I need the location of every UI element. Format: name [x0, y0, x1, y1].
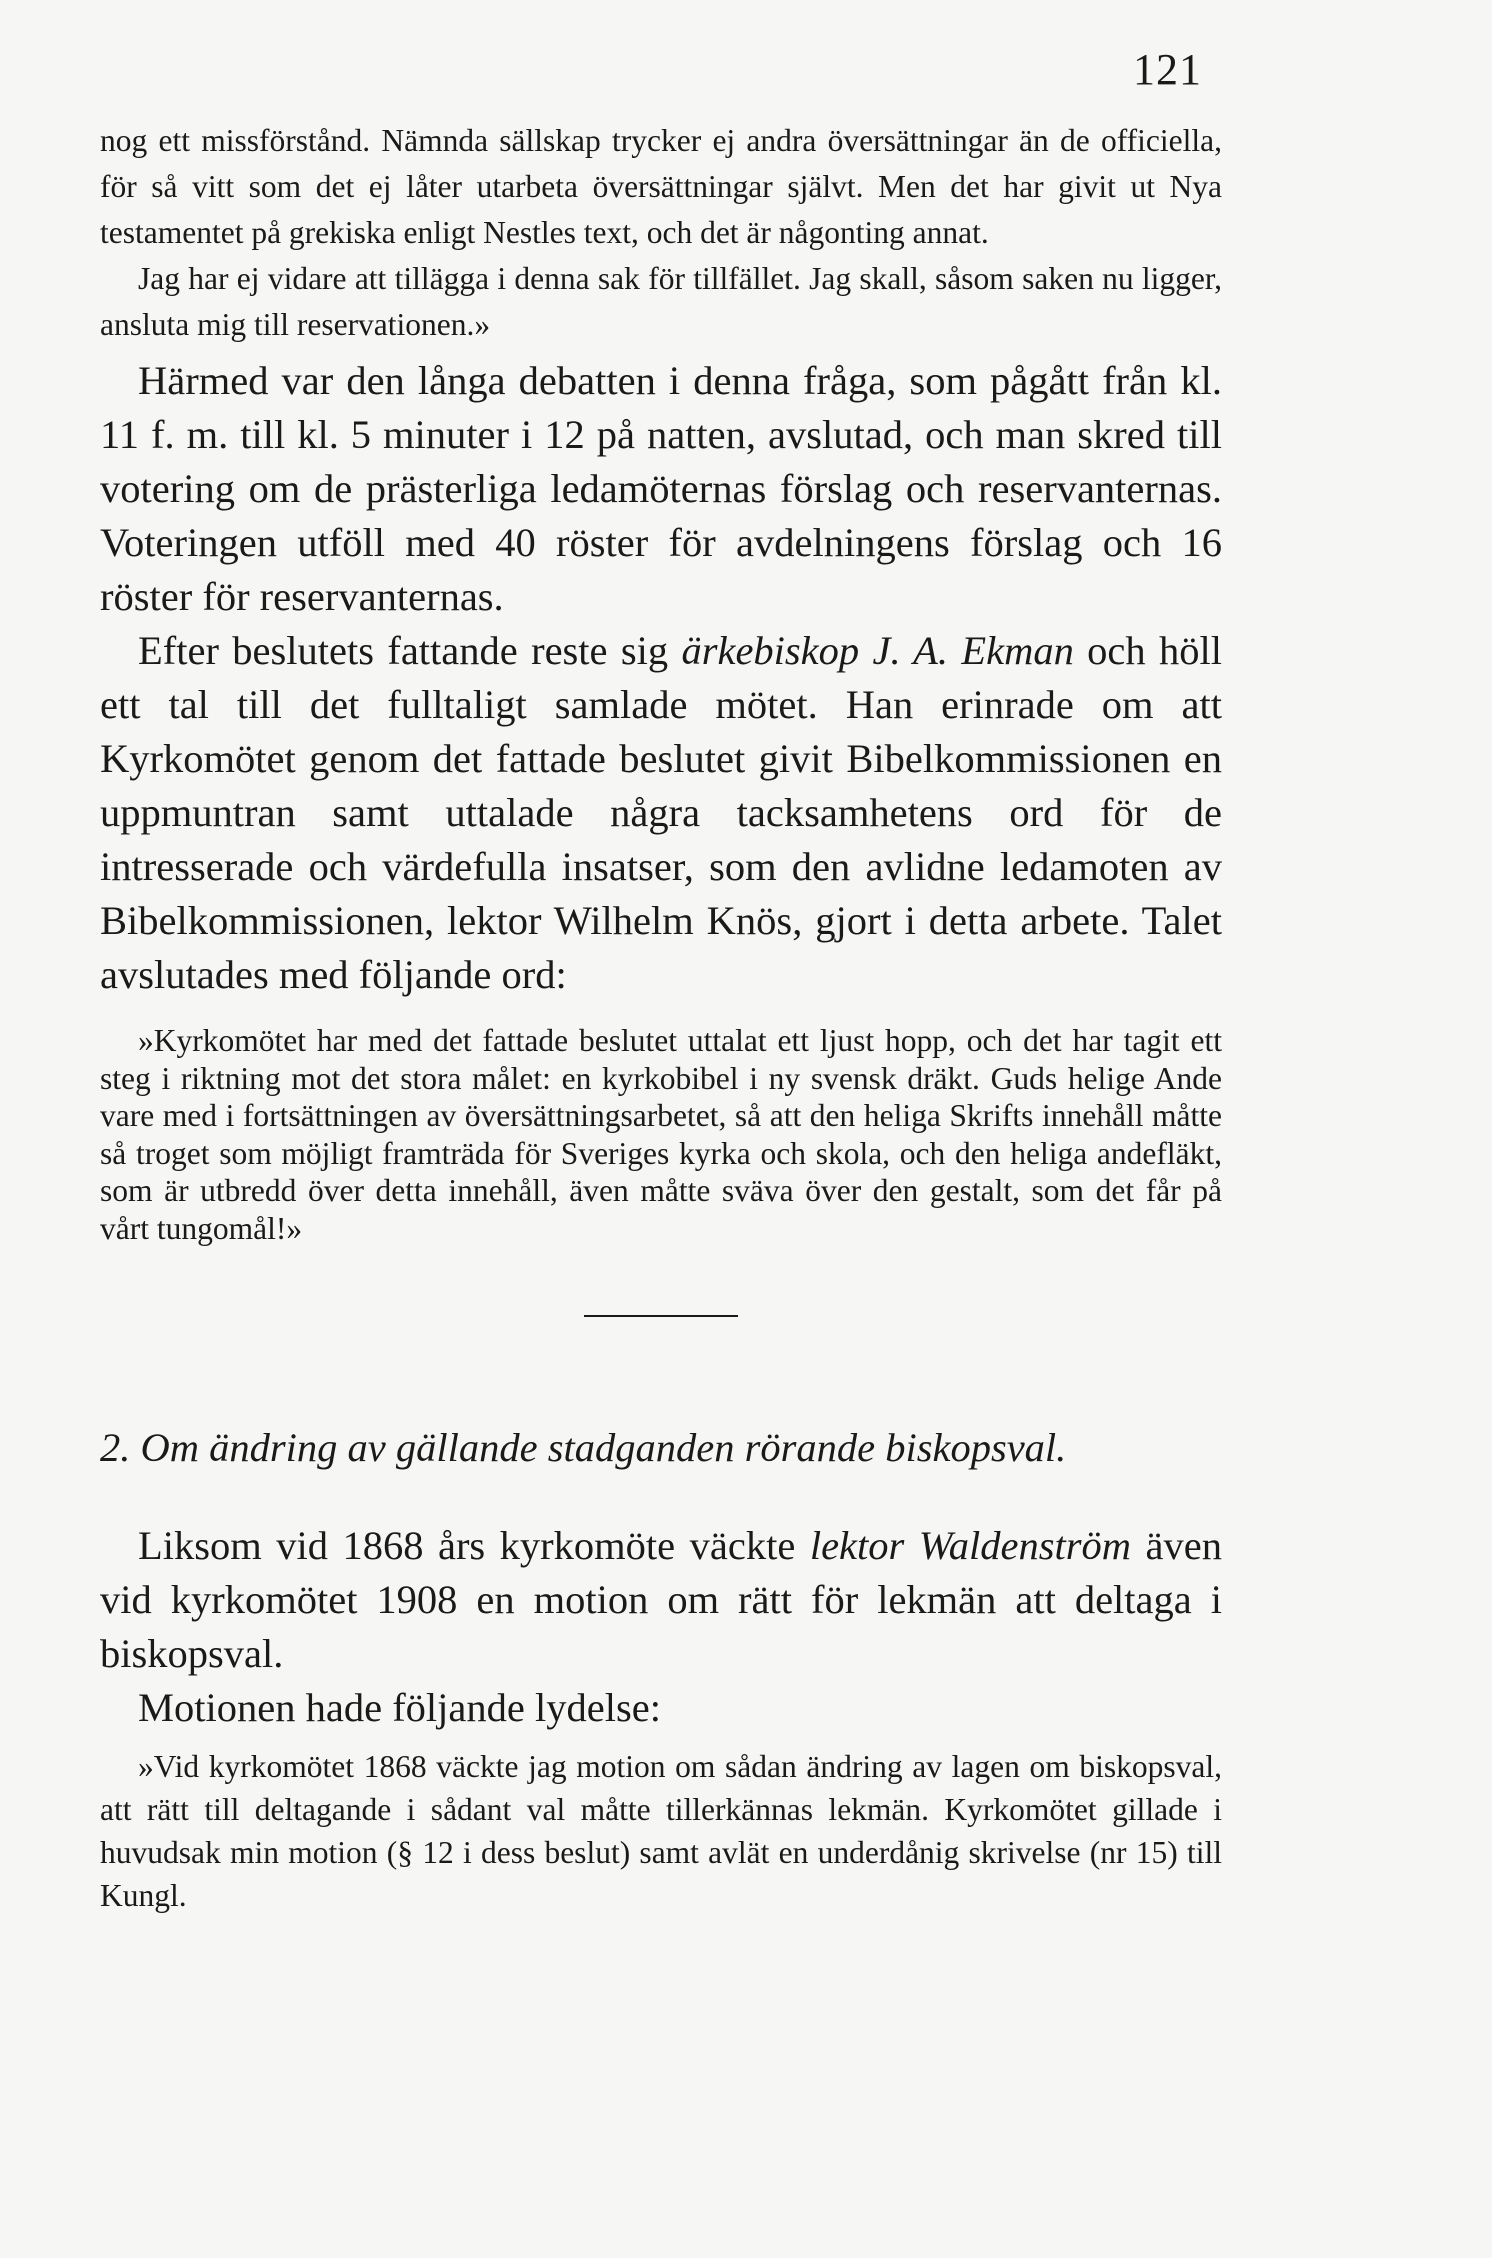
paragraph-debate: Härmed var den långa debatten i denna fråga, som pågått från kl. 11 f. m. till kl. 5 minuter i 12 på natten, avslutad, och man skred till votering om de prästerliga ledamöternas förslag och reservanternas. Voteringen utföll med 40 röster för avdelningens förslag och 16 röster för reservanternas.: [100, 358, 1222, 619]
paragraph-conclusion: Jag har ej vidare att tillägga i denna sak för tillfället. Jag skall, såsom saken nu ligger, ansluta mig till reservationen.»: [100, 261, 1222, 342]
text-column: [100, 118, 1222, 1917]
paragraph-motion-wording: Motionen hade följande lydelse:: [138, 1685, 661, 1730]
page-number: 121: [1133, 45, 1202, 94]
motion-text-before: Liksom vid 1868 års kyrkomöte väckte: [138, 1523, 810, 1568]
paragraph-speech: [100, 624, 1222, 1002]
speech-text-after: och höll ett tal till det fulltaligt samlade mötet. Han erinrade om att Kyrkomötet genom det fattade beslutet givit Bibelkommissionen en uppmuntran samt uttalade några tacksamhetens ord för de intresserade och värdefulla insatser, som den avlidne ledamoten av Bibelkommissionen, lektor Wilhelm Knös, gjort i detta arbete. Talet avslutades med följande ord:: [100, 628, 1222, 997]
motion-author: lektor Waldenström: [809, 1523, 1132, 1568]
block-quote-speech: »Kyrkomötet har med det fattade beslutet uttalat ett ljust hopp, och det har tagit ett steg i riktning mot det stora målet: en kyrkobibel i ny svensk dräkt. Guds helige Ande vare med i fortsättningen av översättningsarbetet, så att den heliga Skrifts innehåll måtte så troget som möjligt framträda för Sveriges kyrka och skola, och den heliga andefläkt, som är utbredd över detta innehåll, även måtte sväva över den gestalt, som det får på vårt tungomål!»: [100, 1023, 1222, 1246]
block-quote-motion: »Vid kyrkomötet 1868 väckte jag motion om sådan ändring av lagen om biskopsval, att rätt till deltagande i sådant val måtte tillerkännas lekmän. Kyrkomötet gillade i huvudsak min motion (§ 12 i dess beslut) samt avlät en underdånig skrivelse (nr 15) till Kungl.: [100, 1749, 1222, 1913]
speaker-name: ärkebiskop J. A. Ekman: [681, 628, 1074, 673]
paragraph-motion-intro: [100, 1519, 1222, 1681]
section-heading: 2. Om ändring av gällande stadganden rörande biskopsval.: [100, 1425, 1067, 1470]
motion-text-after: även vid kyrkomötet 1908 en motion om rätt för lekmän att deltaga i biskopsval.: [100, 1523, 1222, 1676]
paragraph-intro: nog ett missförstånd. Nämnda sällskap trycker ej andra översättningar än de officiella, för så vitt som det ej låter utarbeta översättningar självt. Men det har givit ut Nya testamentet på grekiska enligt Nestles text, och det är någonting annat.: [100, 123, 1222, 250]
speech-text-before: Efter beslutets fattande reste sig: [138, 628, 682, 673]
section-divider: [584, 1315, 738, 1317]
